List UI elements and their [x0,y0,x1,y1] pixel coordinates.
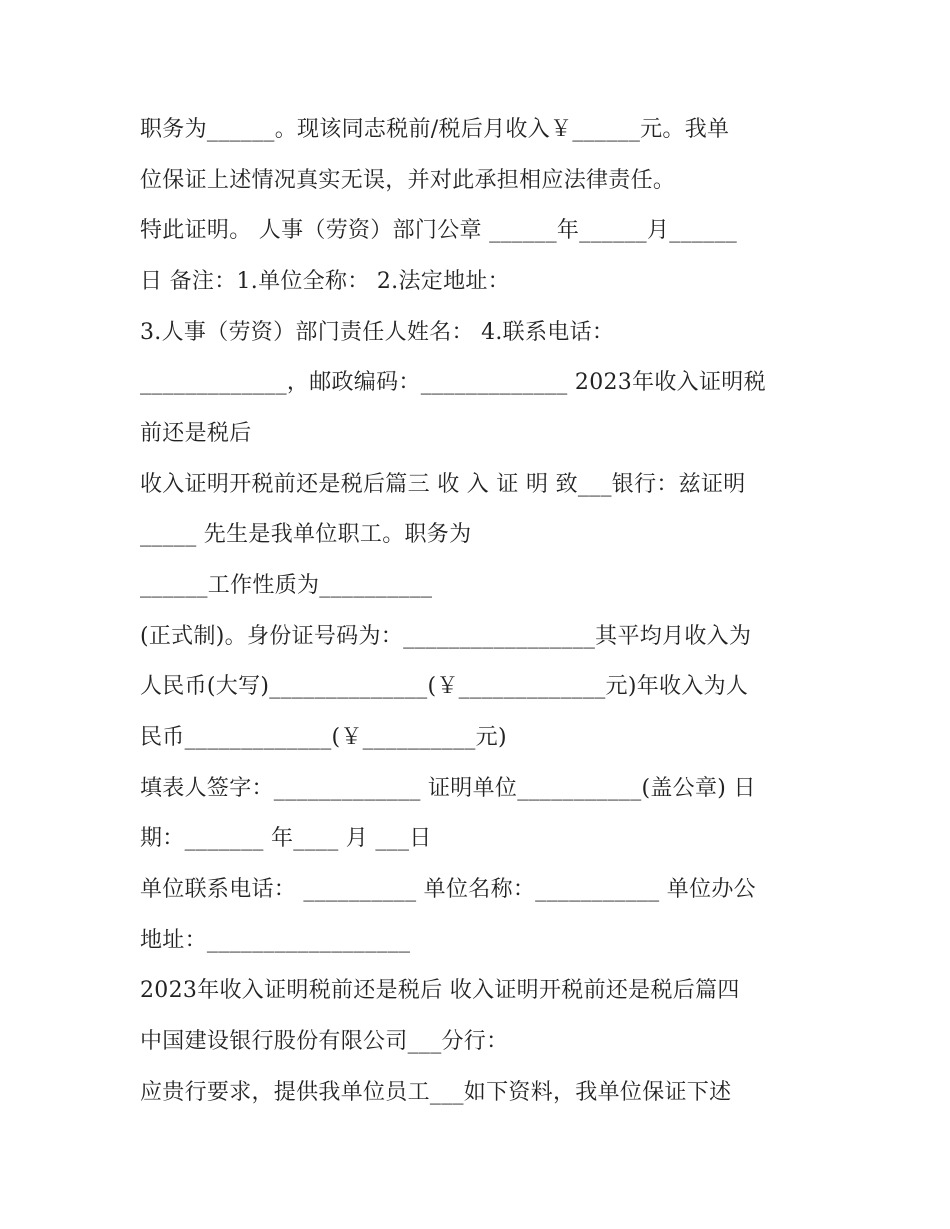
text-line: 期：_______ 年____ 月 ___日 [140,826,432,851]
text-line: _____ 先生是我单位职工。职务为 [140,522,472,547]
text-line: 2023年收入证明税前还是税后 收入证明开税前还是税后篇四 [140,978,740,1003]
text-line: 收入证明开税前还是税后篇三 收 入 证 明 致___银行：兹证明 [140,472,746,497]
text-line: 地址：__________________ [140,928,411,953]
text-line: 填表人签字：_____________ 证明单位___________(盖公章) 日 [140,776,756,801]
text-line: 3.人事（劳资）部门责任人姓名： 4.联系电话： [140,320,615,345]
text-line: 前还是税后 [140,421,252,446]
text-line: 中国建设银行股份有限公司___分行： [140,1029,509,1054]
text-line: 单位联系电话： __________ 单位名称：___________ 单位办公 [140,877,756,902]
text-line: _____________，邮政编码：_____________ 2023年收入证明税 [140,370,766,395]
text-line: 日 备注：1.单位全称： 2.法定地址： [140,269,510,294]
text-line: 应贵行要求，提供我单位员工___如下资料，我单位保证下述 [140,1080,732,1105]
text-line: (正式制)。身份证号码为：_________________其平均月收入为 [140,624,752,649]
text-line: ______工作性质为__________ [140,573,433,598]
text-line: 民币_____________(￥__________元) [140,725,507,750]
text-line: 职务为______。现该同志税前/税后月收入￥______元。我单 [140,117,730,142]
text-line: 特此证明。 人事（劳资）部门公章 ______年______月______ [140,218,738,243]
text-line: 位保证上述情况真实无误，并对此承担相应法律责任。 [140,168,676,193]
text-line: 人民币(大写)______________(￥_____________元)年收入为人 [140,674,749,699]
